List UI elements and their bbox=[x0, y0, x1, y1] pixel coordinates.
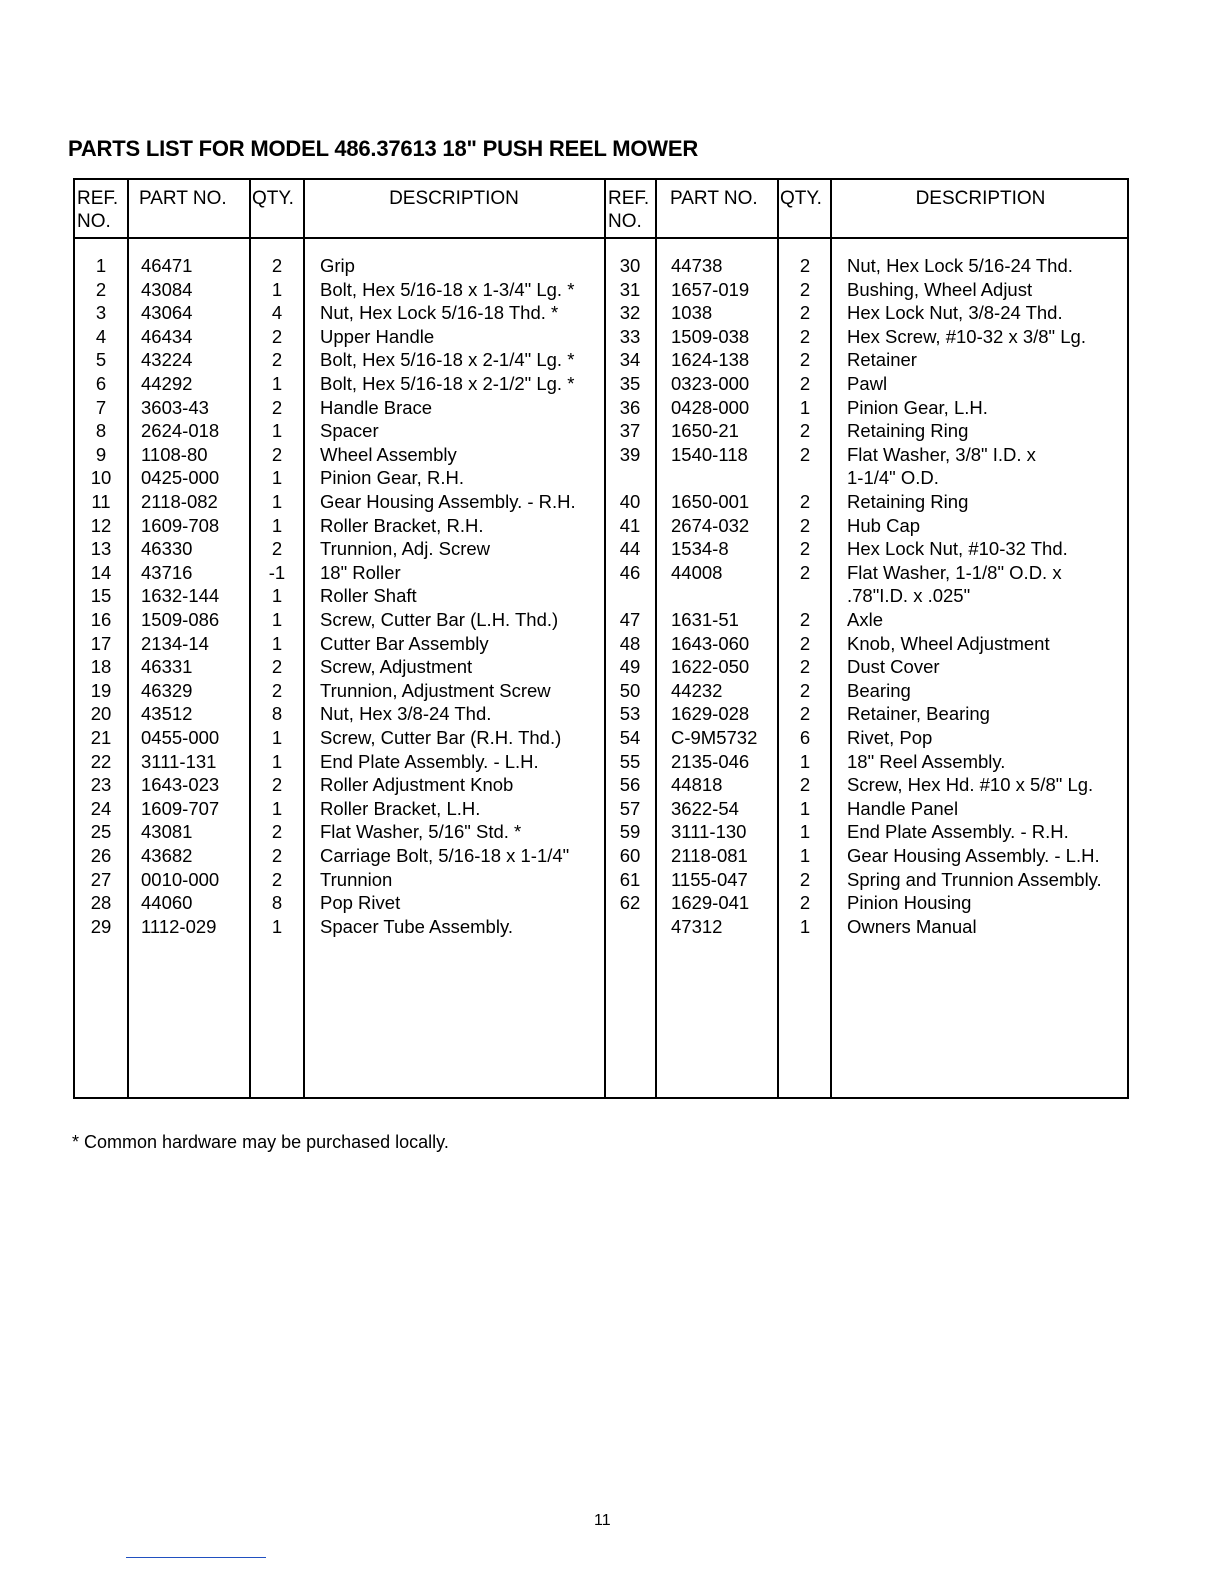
description-cell: Roller Adjustment Knob bbox=[320, 774, 514, 796]
part-number-cell: 1650-001 bbox=[671, 491, 750, 512]
part-number-cell: 1629-028 bbox=[671, 703, 750, 725]
quantity-cell: -1 bbox=[268, 561, 286, 583]
quantity-cell: 2 bbox=[799, 892, 811, 914]
part-number-cell: 1509-038 bbox=[671, 325, 750, 347]
part-number-cell: 1632-144 bbox=[141, 585, 220, 607]
ref-cell: 28 bbox=[90, 892, 112, 914]
ref-cell: 61 bbox=[619, 868, 641, 890]
part-number-cell: 43081 bbox=[141, 821, 193, 843]
header-desc-left: DESCRIPTION bbox=[389, 188, 519, 209]
ref-cell: 4 bbox=[95, 325, 107, 347]
part-number-cell: 43224 bbox=[141, 349, 193, 371]
description-cell: Spacer Tube Assembly. bbox=[320, 915, 513, 937]
ref-cell: 22 bbox=[90, 750, 112, 772]
ref-cell: 17 bbox=[90, 632, 112, 654]
ref-cell: 59 bbox=[619, 821, 641, 843]
part-number-cell: 2674-032 bbox=[671, 514, 750, 536]
part-number-cell: 46434 bbox=[141, 325, 193, 347]
table-row bbox=[75, 514, 1127, 538]
ref-cell: 21 bbox=[90, 727, 112, 748]
ref-cell: 46 bbox=[619, 561, 641, 583]
quantity-cell: 2 bbox=[799, 255, 811, 276]
ref-cell: 30 bbox=[619, 255, 641, 276]
ref-cell: 53 bbox=[619, 703, 641, 725]
part-number-cell: 44292 bbox=[141, 373, 193, 394]
part-number-cell: 47312 bbox=[671, 915, 723, 937]
ref-cell: 54 bbox=[619, 727, 641, 748]
table-row bbox=[75, 466, 1127, 490]
table-row bbox=[75, 254, 1127, 278]
ref-cell: 12 bbox=[90, 514, 112, 536]
ref-cell: 47 bbox=[619, 609, 641, 630]
header-ref-right bbox=[608, 188, 649, 233]
part-number-cell: 1622-050 bbox=[671, 656, 750, 678]
part-number-cell: 3603-43 bbox=[141, 396, 209, 418]
part-number-cell: 2118-081 bbox=[671, 845, 748, 866]
table-row bbox=[75, 750, 1127, 774]
quantity-cell: 1 bbox=[271, 467, 283, 489]
description-cell: Retainer, Bearing bbox=[847, 703, 990, 725]
part-number-cell: 46330 bbox=[141, 538, 193, 560]
quantity-cell: 2 bbox=[271, 255, 283, 276]
part-number-cell: 1624-138 bbox=[671, 349, 750, 371]
part-number-cell: 2624-018 bbox=[141, 420, 220, 442]
part-number-cell: 43064 bbox=[141, 302, 193, 324]
ref-cell: 49 bbox=[619, 656, 641, 678]
description-cell: Flat Washer, 1-1/8" O.D. x bbox=[847, 561, 1062, 583]
description-cell: .78"I.D. x .025" bbox=[847, 585, 971, 607]
quantity-cell: 2 bbox=[799, 774, 811, 796]
quantity-cell: 2 bbox=[271, 679, 283, 701]
ref-cell: 34 bbox=[619, 349, 641, 371]
quantity-cell: 4 bbox=[271, 302, 283, 324]
description-cell: Hub Cap bbox=[847, 514, 921, 536]
ref-cell: 8 bbox=[95, 420, 107, 442]
quantity-cell: 2 bbox=[799, 491, 811, 512]
quantity-cell: 2 bbox=[271, 538, 283, 560]
header-qty-right: QTY. bbox=[780, 188, 822, 209]
quantity-cell: 2 bbox=[799, 420, 811, 442]
part-number-cell: 3111-130 bbox=[671, 821, 747, 843]
part-number-cell: 44738 bbox=[671, 255, 723, 276]
ref-cell: 32 bbox=[619, 302, 641, 324]
description-cell: 18" Roller bbox=[320, 561, 401, 583]
description-cell: Roller Bracket, R.H. bbox=[320, 514, 484, 536]
description-cell: Trunnion, Adjustment Screw bbox=[320, 679, 551, 701]
ref-cell: 37 bbox=[619, 420, 641, 442]
description-cell: Gear Housing Assembly. - R.H. bbox=[320, 491, 576, 512]
part-number-cell: C-9M5732 bbox=[671, 727, 758, 748]
quantity-cell: 2 bbox=[271, 868, 283, 890]
quantity-cell: 2 bbox=[799, 609, 811, 630]
table-row bbox=[75, 561, 1127, 585]
page-title: PARTS LIST FOR MODEL 486.37613 18" PUSH REEL MOWER bbox=[68, 136, 699, 161]
table-row bbox=[75, 868, 1127, 892]
quantity-cell: 2 bbox=[271, 821, 283, 843]
part-number-cell: 1643-060 bbox=[671, 632, 750, 654]
part-number-cell: 1609-708 bbox=[141, 514, 220, 536]
part-number-cell: 2118-082 bbox=[141, 491, 218, 512]
part-number-cell: 1108-80 bbox=[141, 443, 208, 465]
description-cell: Retaining Ring bbox=[847, 420, 969, 442]
quantity-cell: 1 bbox=[271, 609, 283, 630]
ref-cell: 11 bbox=[91, 491, 111, 512]
ref-cell: 50 bbox=[619, 679, 641, 701]
quantity-cell: 1 bbox=[271, 727, 283, 748]
quantity-cell: 2 bbox=[271, 845, 283, 866]
table-row bbox=[75, 490, 1127, 514]
table-row bbox=[75, 325, 1127, 349]
quantity-cell: 2 bbox=[799, 514, 811, 536]
ref-cell: 39 bbox=[619, 443, 641, 465]
table-row bbox=[75, 844, 1127, 868]
part-number-cell: 0323-000 bbox=[671, 373, 750, 394]
description-cell: Owners Manual bbox=[847, 915, 977, 937]
ref-cell: 60 bbox=[619, 845, 641, 866]
quantity-cell: 2 bbox=[799, 656, 811, 678]
part-number-cell: 44818 bbox=[671, 774, 723, 796]
ref-cell: 7 bbox=[95, 396, 107, 418]
table-row bbox=[75, 584, 1127, 608]
description-cell: Screw, Cutter Bar (L.H. Thd.) bbox=[320, 609, 559, 630]
description-cell: Cutter Bar Assembly bbox=[320, 632, 489, 654]
description-cell: Nut, Hex Lock 5/16-24 Thd. bbox=[847, 255, 1073, 276]
quantity-cell: 2 bbox=[799, 561, 811, 583]
part-number-cell: 46331 bbox=[141, 656, 193, 678]
quantity-cell: 1 bbox=[271, 585, 283, 607]
quantity-cell: 2 bbox=[271, 656, 283, 678]
part-number-cell: 1534-8 bbox=[671, 538, 729, 560]
description-cell: Bolt, Hex 5/16-18 x 2-1/4" Lg. * bbox=[320, 349, 575, 371]
part-number-cell: 2134-14 bbox=[141, 632, 209, 654]
description-cell: Nut, Hex Lock 5/16-18 Thd. * bbox=[320, 302, 559, 324]
part-number-cell: 43512 bbox=[141, 703, 193, 725]
description-cell: Flat Washer, 5/16" Std. * bbox=[320, 821, 522, 843]
description-cell: Flat Washer, 3/8" I.D. x bbox=[847, 443, 1036, 465]
part-number-cell: 1155-047 bbox=[671, 868, 748, 890]
part-number-cell: 0455-000 bbox=[141, 727, 220, 748]
quantity-cell: 1 bbox=[799, 396, 811, 418]
part-number-cell: 43716 bbox=[141, 561, 193, 583]
part-number-cell: 1038 bbox=[671, 302, 713, 324]
description-cell: Spacer bbox=[320, 420, 379, 442]
quantity-cell: 1 bbox=[799, 797, 811, 819]
description-cell: Knob, Wheel Adjustment bbox=[847, 632, 1050, 654]
quantity-cell: 1 bbox=[271, 373, 283, 394]
table-row bbox=[75, 372, 1127, 396]
table-row bbox=[75, 396, 1127, 420]
quantity-cell: 2 bbox=[271, 774, 283, 796]
table-row bbox=[75, 679, 1127, 703]
quantity-cell: 8 bbox=[271, 703, 283, 725]
part-number-cell: 1643-023 bbox=[141, 774, 220, 796]
description-cell: Trunnion, Adj. Screw bbox=[320, 538, 491, 560]
quantity-cell: 2 bbox=[271, 396, 283, 418]
ref-cell: 20 bbox=[90, 703, 112, 725]
ref-cell: 41 bbox=[619, 514, 641, 536]
ref-cell: 48 bbox=[619, 632, 641, 654]
description-cell: 1-1/4" O.D. bbox=[847, 467, 939, 489]
quantity-cell: 2 bbox=[271, 443, 283, 465]
table-row bbox=[75, 608, 1127, 632]
description-cell: Wheel Assembly bbox=[320, 443, 457, 465]
ref-cell: 5 bbox=[95, 349, 107, 371]
description-cell: Dust Cover bbox=[847, 656, 940, 678]
table-row bbox=[75, 773, 1127, 797]
quantity-cell: 1 bbox=[271, 420, 283, 442]
part-number-cell: 1112-029 bbox=[141, 915, 217, 937]
ref-cell: 33 bbox=[619, 325, 641, 347]
ref-cell: 23 bbox=[90, 774, 112, 796]
description-cell: Screw, Cutter Bar (R.H. Thd.) bbox=[320, 727, 562, 748]
description-cell: 18" Reel Assembly. bbox=[847, 750, 1006, 772]
header-qty-left: QTY. bbox=[252, 188, 294, 209]
quantity-cell: 2 bbox=[271, 349, 283, 371]
page-number: 11 bbox=[594, 1512, 611, 1529]
quantity-cell: 2 bbox=[799, 302, 811, 324]
ref-cell: 24 bbox=[90, 797, 112, 819]
table-row bbox=[75, 278, 1127, 302]
quantity-cell: 2 bbox=[271, 325, 283, 347]
quantity-cell: 2 bbox=[799, 679, 811, 701]
header-no-label: NO. bbox=[608, 211, 642, 232]
ref-cell: 1 bbox=[95, 255, 107, 276]
table-row bbox=[75, 726, 1127, 750]
header-part-left: PART NO. bbox=[139, 188, 227, 209]
ref-cell: 16 bbox=[90, 609, 112, 630]
description-cell: Nut, Hex 3/8-24 Thd. bbox=[320, 703, 492, 725]
part-number-cell: 43682 bbox=[141, 845, 193, 866]
table-row bbox=[75, 655, 1127, 679]
ref-cell: 14 bbox=[90, 561, 112, 583]
header-ref-left bbox=[77, 188, 118, 233]
quantity-cell: 1 bbox=[271, 491, 283, 512]
ref-cell: 2 bbox=[95, 278, 107, 300]
header-desc-right: DESCRIPTION bbox=[915, 188, 1046, 209]
description-cell: Roller Bracket, L.H. bbox=[320, 797, 481, 819]
ref-cell: 57 bbox=[619, 797, 641, 819]
description-cell: Trunnion bbox=[320, 868, 393, 890]
part-number-cell: 1629-041 bbox=[671, 892, 750, 914]
description-cell: Gear Housing Assembly. - L.H. bbox=[847, 845, 1100, 866]
quantity-cell: 1 bbox=[271, 632, 283, 654]
quantity-cell: 1 bbox=[799, 750, 811, 772]
part-number-cell: 1540-118 bbox=[671, 443, 748, 465]
part-number-cell: 44060 bbox=[141, 892, 193, 914]
part-number-cell: 0428-000 bbox=[671, 396, 750, 418]
ref-cell: 62 bbox=[619, 892, 641, 914]
divider bbox=[126, 1557, 266, 1558]
quantity-cell: 6 bbox=[799, 727, 811, 748]
description-cell: Pop Rivet bbox=[320, 892, 401, 914]
ref-cell: 19 bbox=[90, 679, 112, 701]
ref-cell: 13 bbox=[90, 538, 112, 560]
ref-cell: 29 bbox=[90, 915, 112, 937]
ref-cell: 44 bbox=[619, 538, 641, 560]
description-cell: Pinion Gear, L.H. bbox=[847, 396, 988, 418]
description-cell: Rivet, Pop bbox=[847, 727, 933, 748]
ref-cell: 9 bbox=[95, 443, 107, 465]
table-row bbox=[75, 891, 1127, 915]
ref-cell: 55 bbox=[619, 750, 641, 772]
part-number-cell: 1650-21 bbox=[671, 420, 739, 442]
part-number-cell: 46329 bbox=[141, 679, 193, 701]
table-row bbox=[75, 537, 1127, 561]
quantity-cell: 2 bbox=[799, 443, 811, 465]
part-number-cell: 1509-086 bbox=[141, 609, 220, 630]
part-number-cell: 44232 bbox=[671, 679, 723, 701]
ref-cell: 6 bbox=[95, 373, 107, 394]
description-cell: Screw, Hex Hd. #10 x 5/8" Lg. bbox=[847, 774, 1094, 796]
part-number-cell: 1631-51 bbox=[671, 609, 739, 630]
description-cell: Pinion Gear, R.H. bbox=[320, 467, 464, 489]
description-cell: Grip bbox=[320, 255, 355, 276]
part-number-cell: 44008 bbox=[671, 561, 723, 583]
ref-cell: 15 bbox=[90, 585, 112, 607]
quantity-cell: 1 bbox=[271, 750, 283, 772]
quantity-cell: 2 bbox=[799, 868, 811, 890]
description-cell: Screw, Adjustment bbox=[320, 656, 473, 678]
header-ref-label: REF. bbox=[77, 188, 119, 209]
table-row bbox=[75, 702, 1127, 726]
quantity-cell: 1 bbox=[799, 821, 811, 843]
quantity-cell: 1 bbox=[271, 278, 283, 300]
table-row bbox=[75, 820, 1127, 844]
header-part-right: PART NO. bbox=[670, 188, 758, 209]
ref-cell: 26 bbox=[90, 845, 112, 866]
ref-cell: 36 bbox=[619, 396, 641, 418]
table-row bbox=[75, 348, 1127, 372]
footnote: * Common hardware may be purchased locally. bbox=[72, 1132, 449, 1152]
description-cell: Pinion Housing bbox=[847, 892, 972, 914]
quantity-cell: 1 bbox=[271, 797, 283, 819]
description-cell: Handle Brace bbox=[320, 396, 433, 418]
description-cell: End Plate Assembly. - R.H. bbox=[847, 821, 1069, 843]
parts-table bbox=[73, 178, 1129, 1099]
quantity-cell: 2 bbox=[799, 349, 811, 371]
part-number-cell: 2135-046 bbox=[671, 750, 750, 772]
description-cell: Bolt, Hex 5/16-18 x 2-1/2" Lg. * bbox=[320, 373, 575, 394]
description-cell: Hex Lock Nut, #10-32 Thd. bbox=[847, 538, 1068, 560]
description-cell: Bolt, Hex 5/16-18 x 1-3/4" Lg. * bbox=[320, 278, 575, 300]
description-cell: Pawl bbox=[847, 373, 888, 394]
table-row bbox=[75, 443, 1127, 467]
quantity-cell: 2 bbox=[799, 278, 811, 300]
table-row bbox=[75, 797, 1127, 821]
description-cell: Retainer bbox=[847, 349, 917, 371]
quantity-cell: 1 bbox=[271, 514, 283, 536]
description-cell: Bearing bbox=[847, 679, 911, 701]
quantity-cell: 2 bbox=[799, 632, 811, 654]
quantity-cell: 1 bbox=[271, 915, 283, 937]
part-number-cell: 0010-000 bbox=[141, 868, 220, 890]
ref-cell: 27 bbox=[90, 868, 112, 890]
header-no-label: NO. bbox=[77, 211, 111, 232]
quantity-cell: 8 bbox=[271, 892, 283, 914]
ref-cell: 25 bbox=[90, 821, 112, 843]
description-cell: End Plate Assembly. - L.H. bbox=[320, 750, 539, 772]
table-row bbox=[75, 632, 1127, 656]
part-number-cell: 43084 bbox=[141, 278, 193, 300]
ref-cell: 18 bbox=[90, 656, 112, 678]
part-number-cell: 46471 bbox=[141, 255, 193, 276]
table-row bbox=[75, 915, 1127, 939]
description-cell: Upper Handle bbox=[320, 325, 435, 347]
ref-cell: 3 bbox=[95, 302, 107, 324]
quantity-cell: 2 bbox=[799, 373, 811, 394]
quantity-cell: 2 bbox=[799, 703, 811, 725]
ref-cell: 35 bbox=[619, 373, 641, 394]
quantity-cell: 2 bbox=[799, 538, 811, 560]
quantity-cell: 2 bbox=[799, 325, 811, 347]
description-cell: Spring and Trunnion Assembly. bbox=[847, 868, 1102, 890]
ref-cell: 31 bbox=[619, 278, 641, 300]
ref-cell: 56 bbox=[619, 774, 641, 796]
quantity-cell: 1 bbox=[799, 915, 811, 937]
quantity-cell: 1 bbox=[799, 845, 811, 866]
description-cell: Axle bbox=[847, 609, 883, 630]
part-number-cell: 1609-707 bbox=[141, 797, 220, 819]
description-cell: Roller Shaft bbox=[320, 585, 417, 607]
header-ref-label: REF. bbox=[608, 188, 650, 209]
ref-cell: 10 bbox=[90, 467, 112, 489]
header-divider bbox=[75, 237, 1127, 239]
ref-cell: 40 bbox=[619, 491, 641, 512]
part-number-cell: 3111-131 bbox=[141, 750, 217, 772]
part-number-cell: 1657-019 bbox=[671, 278, 750, 300]
table-row bbox=[75, 419, 1127, 443]
description-cell: Hex Lock Nut, 3/8-24 Thd. bbox=[847, 302, 1063, 324]
table-row bbox=[75, 301, 1127, 325]
description-cell: Hex Screw, #10-32 x 3/8" Lg. bbox=[847, 325, 1086, 347]
part-number-cell: 0425-000 bbox=[141, 467, 220, 489]
description-cell: Carriage Bolt, 5/16-18 x 1-1/4" bbox=[320, 845, 570, 866]
description-cell: Retaining Ring bbox=[847, 491, 969, 512]
description-cell: Handle Panel bbox=[847, 797, 959, 819]
part-number-cell: 3622-54 bbox=[671, 797, 739, 819]
description-cell: Bushing, Wheel Adjust bbox=[847, 278, 1033, 300]
